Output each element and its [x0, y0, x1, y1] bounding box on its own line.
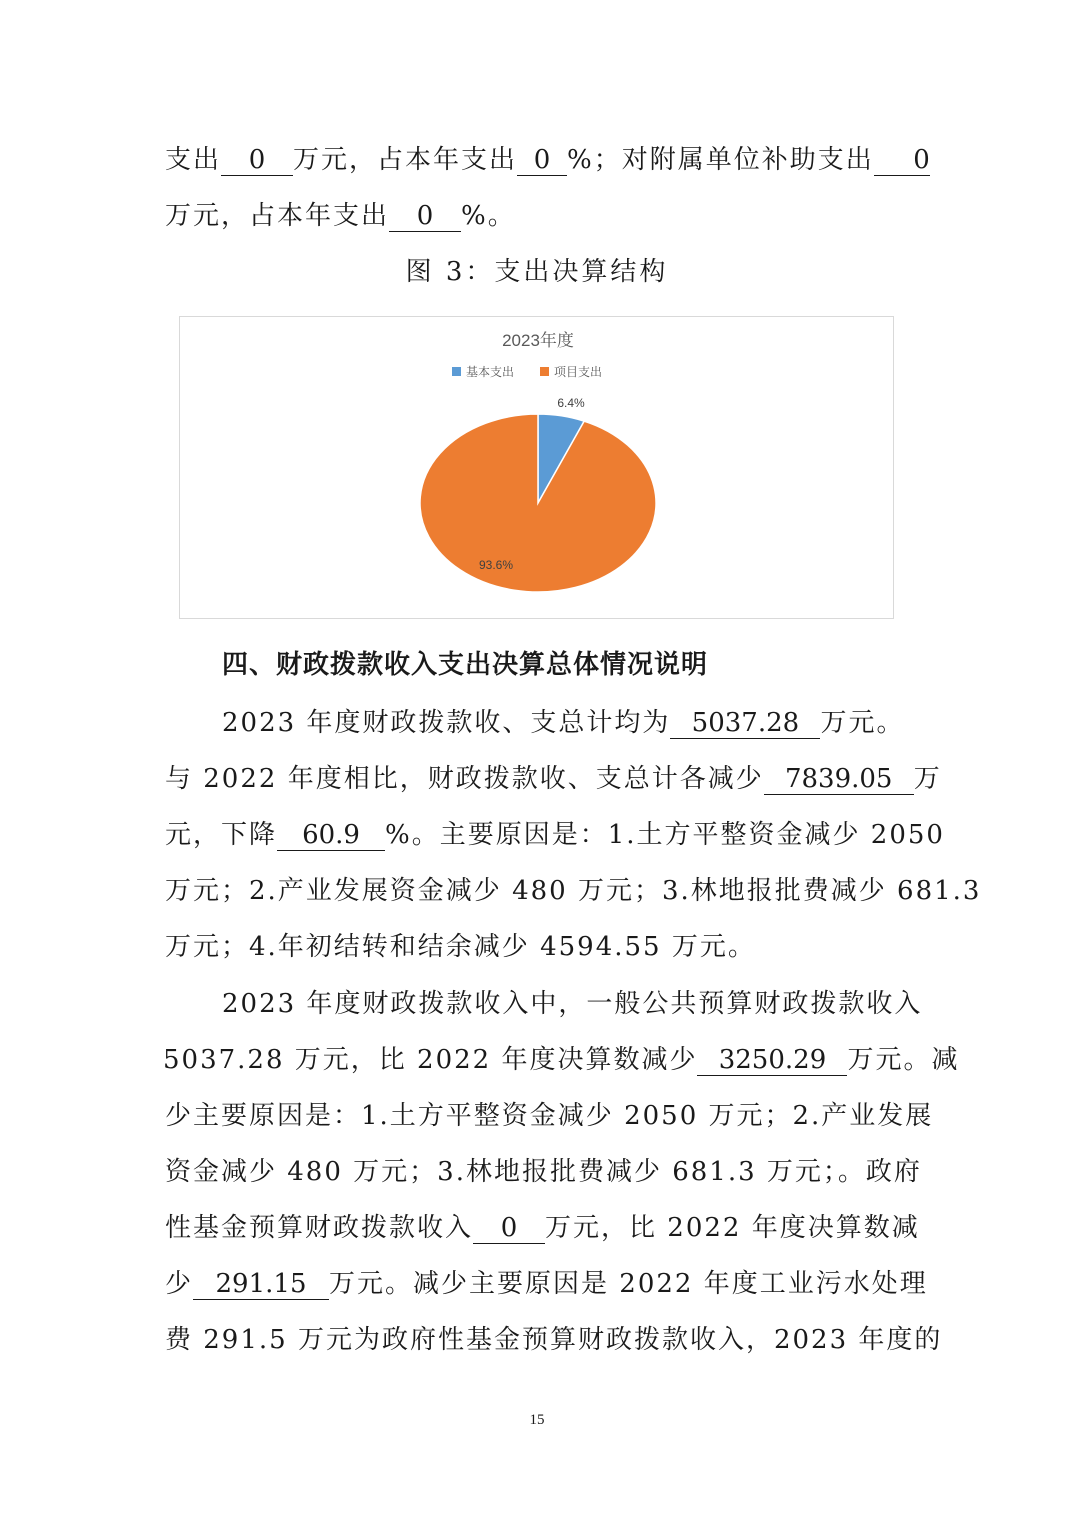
p1-line-1 [222, 703, 913, 743]
text-line-2 [165, 196, 913, 236]
text-segment: %；对附属单位补助支出 [567, 145, 874, 175]
p2-line-1: 2023 年度财政拨款收入中，一般公共预算财政拨款收入 [222, 989, 923, 1019]
text-segment: 万元，占本年支出 [165, 201, 390, 231]
underlined-value: 5037.28 [670, 708, 820, 739]
p2-line-2 [163, 1040, 960, 1080]
text-segment: 性基金预算财政拨款收入 [165, 1213, 474, 1243]
figure-caption: 图 3：支出决算结构 [405, 257, 669, 287]
text-segment: 元，下降 [165, 820, 278, 850]
underlined-value: 7839.05 [764, 764, 914, 795]
underlined-value: 0 [517, 145, 567, 176]
p1-line-4: 万元；2.产业发展资金减少 480 万元；3.林地报批费减少 681.3 [165, 876, 982, 906]
text-segment: 万元。 [820, 708, 905, 738]
text-segment: 支出 [165, 145, 222, 175]
p1-line-3 [165, 815, 945, 855]
page-number: 15 [529, 1412, 545, 1428]
p2-line-7: 费 291.5 万元为政府性基金预算财政拨款收入，2023 年度的 [165, 1325, 943, 1355]
pie-chart-container [179, 316, 894, 619]
legend-swatch-0 [452, 367, 461, 376]
underlined-value: 0 [473, 1213, 545, 1244]
p1-line-2 [165, 759, 942, 799]
p2-line-3: 少主要原因是：1.土方平整资金减少 2050 万元；2.产业发展 [165, 1101, 934, 1131]
text-segment: 万元。减少主要原因是 2022 年度工业污水处理 [329, 1269, 928, 1299]
text-segment: 5037.28 万元，比 2022 年度决算数减少 [163, 1045, 698, 1075]
legend-label-1: 项目支出 [554, 365, 603, 379]
underlined-value: 0 [221, 145, 293, 176]
text-segment: %。主要原因是：1.土方平整资金减少 2050 [385, 820, 945, 850]
text-segment: 万元，比 2022 年度决算数减 [545, 1213, 920, 1243]
text-segment: %。 [461, 201, 516, 231]
p2-line-5 [165, 1208, 920, 1248]
text-line-1 [165, 140, 930, 180]
underlined-value: 0 [874, 145, 930, 176]
pie-chart [180, 317, 893, 618]
text-segment: 万元，占本年支出 [293, 145, 518, 175]
legend-label-0: 基本支出 [466, 365, 515, 379]
p1-line-5: 万元；4.年初结转和结余减少 4594.55 万元。 [165, 932, 756, 962]
data-label-1: 93.6% [478, 558, 514, 572]
text-segment: 2023 年度财政拨款收、支总计均为 [222, 708, 671, 738]
legend-swatch-1 [540, 367, 549, 376]
underlined-value: 3250.29 [697, 1045, 847, 1076]
text-segment: 少 [165, 1269, 194, 1299]
p2-line-4: 资金减少 480 万元；3.林地报批费减少 681.3 万元；。政府 [165, 1157, 922, 1187]
text-segment: 万 [913, 764, 942, 794]
underlined-value: 0 [389, 201, 461, 232]
chart-title: 2023年度 [502, 331, 574, 350]
underlined-value: 60.9 [277, 820, 385, 851]
text-segment: 万元。减 [847, 1045, 960, 1075]
underlined-value: 291.15 [193, 1269, 329, 1300]
section-heading: 四、财政拨款收入支出决算总体情况说明 [222, 650, 709, 680]
text-segment: 与 2022 年度相比，财政拨款收、支总计各减少 [165, 764, 764, 794]
pie-slice-project-expenditure [420, 414, 656, 592]
data-label-0: 6.4% [557, 396, 585, 410]
p2-line-6 [165, 1264, 928, 1304]
